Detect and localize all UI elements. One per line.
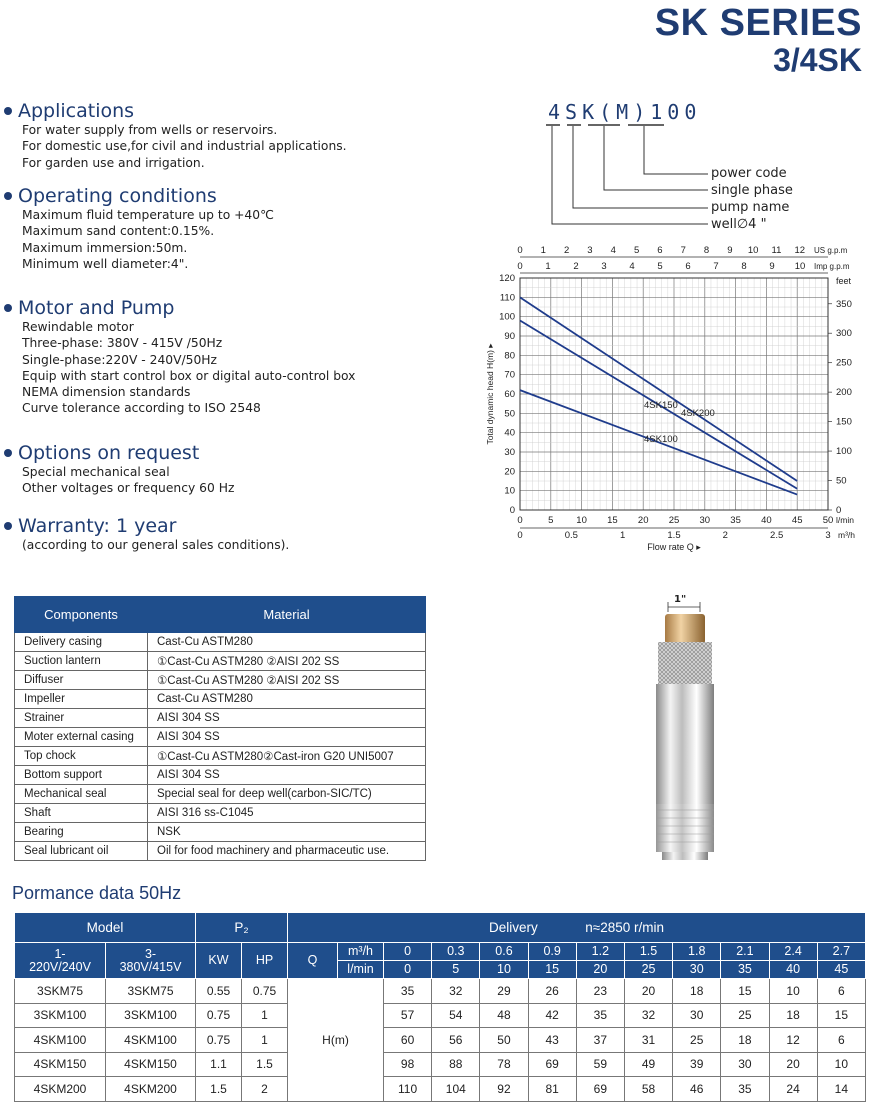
feet-unit-label: feet — [836, 276, 852, 286]
head-value: 88 — [432, 1052, 480, 1077]
operating-line: Minimum well diameter:4". — [22, 256, 189, 271]
component-row — [15, 785, 426, 804]
impgpm-tick-label: 6 — [685, 261, 691, 272]
impgpm-tick-label: 1 — [545, 261, 551, 272]
head-value: 32 — [624, 1003, 672, 1028]
head-value: 32 — [432, 979, 480, 1004]
feet-tick-label: 50 — [836, 475, 847, 487]
series-title: SK SERIES — [654, 2, 862, 44]
head-value: 69 — [528, 1052, 576, 1077]
y-tick-label: 10 — [504, 485, 515, 497]
q-lmin-value: 20 — [576, 961, 624, 979]
impgpm-tick-label: 7 — [713, 261, 719, 272]
component-name: Bearing — [15, 823, 148, 842]
impgpm-tick-label: 8 — [741, 261, 747, 272]
component-material: ①Cast-Cu ASTM280 ②AISI 202 SS — [148, 652, 426, 671]
code-label-well: well∅4 " — [711, 217, 767, 232]
y-tick-label: 110 — [499, 292, 515, 304]
component-material: AISI 304 SS — [148, 728, 426, 747]
usgpm-tick-label: 7 — [680, 245, 686, 256]
performance-row — [15, 1028, 866, 1053]
head-value: 6 — [817, 979, 865, 1004]
component-row — [15, 728, 426, 747]
usgpm-unit-label: US g.p.m — [814, 246, 848, 255]
head-value: 35 — [576, 1003, 624, 1028]
q-m3h-value: 1.8 — [673, 943, 721, 961]
power-hp: 2 — [242, 1077, 288, 1102]
head-value: 30 — [721, 1052, 769, 1077]
component-name: Suction lantern — [15, 652, 148, 671]
y-tick-label: 40 — [504, 427, 515, 439]
material-header: Material — [148, 597, 426, 633]
model-three-phase: 3SKM75 — [106, 979, 196, 1004]
impgpm-tick-label: 2 — [573, 261, 579, 272]
component-material: Special seal for deep well(carbon-SIC/TC) — [148, 785, 426, 804]
power-kw: 0.75 — [196, 1003, 242, 1028]
head-value: 25 — [721, 1003, 769, 1028]
bullet-icon — [4, 192, 12, 200]
usgpm-tick-label: 5 — [633, 245, 640, 256]
m3h-tick-label: 2.5 — [770, 530, 784, 541]
y-tick-label: 90 — [504, 331, 515, 342]
y-tick-label: 20 — [504, 466, 515, 478]
series-line-4sk200 — [520, 297, 797, 481]
applications-line: For water supply from wells or reservoirs. — [22, 123, 278, 137]
head-value: 10 — [769, 979, 817, 1004]
head-value: 10 — [817, 1052, 865, 1077]
head-value: 37 — [576, 1028, 624, 1053]
y-tick-label: 30 — [504, 447, 515, 458]
q-m3h-value: 2.7 — [817, 943, 865, 961]
component-row — [15, 652, 426, 671]
head-value: 20 — [624, 979, 672, 1004]
x-tick-label: 25 — [668, 515, 680, 526]
code-label-phase: single phase — [711, 183, 793, 198]
power-kw: 0.75 — [196, 1028, 242, 1053]
component-row — [15, 690, 426, 709]
q-m3h-value: 0.6 — [480, 943, 528, 961]
warranty-heading: Warranty: 1 year — [18, 515, 177, 537]
pump-drawing — [640, 590, 730, 870]
motor-section — [4, 297, 355, 417]
model-single-phase: 4SKM200 — [15, 1077, 106, 1102]
performance-title: Pormance data 50Hz — [12, 883, 182, 903]
q-m3h-value: 0 — [384, 943, 432, 961]
q-header: Q — [288, 943, 338, 979]
model-code: 4SK(M)100 — [548, 100, 702, 124]
impgpm-tick-label: 0 — [517, 261, 523, 272]
head-value: 18 — [721, 1028, 769, 1053]
warranty-section — [4, 515, 289, 553]
m3h-tick-label: 0 — [517, 530, 523, 541]
head-value: 26 — [528, 979, 576, 1004]
feet-tick-label: 100 — [836, 446, 852, 458]
q-lmin-value: 40 — [769, 961, 817, 979]
component-row — [15, 747, 426, 766]
component-material: Cast-Cu ASTM280 — [148, 633, 426, 652]
head-value: 49 — [624, 1052, 672, 1077]
component-material: AISI 316 ss-C1045 — [148, 804, 426, 823]
power-kw: 0.55 — [196, 979, 242, 1004]
head-value: 18 — [673, 979, 721, 1004]
model-single-phase: 4SKM100 — [15, 1028, 106, 1053]
head-value: 54 — [432, 1003, 480, 1028]
component-material: Oil for food machinery and pharmaceutic use. — [148, 842, 426, 861]
series-label: 4SK100 — [644, 434, 678, 446]
usgpm-tick-label: 1 — [540, 245, 546, 256]
usgpm-tick-label: 8 — [703, 245, 710, 256]
head-value: 29 — [480, 979, 528, 1004]
model-code-connectors — [540, 124, 720, 234]
x-tick-label: 50 — [822, 515, 834, 526]
head-value: 31 — [624, 1028, 672, 1053]
head-value: 57 — [384, 1003, 432, 1028]
component-name: Top chock — [15, 747, 148, 766]
model-three-phase: 3SKM100 — [106, 1003, 196, 1028]
q-m3h-value: 0.3 — [432, 943, 480, 961]
hp-header: HP — [242, 943, 288, 979]
performance-table — [14, 912, 866, 1102]
motor-line: Equip with start control box or digital auto-control box — [22, 368, 356, 383]
head-value: 25 — [673, 1028, 721, 1053]
m3h-unit-label: m³/h — [838, 530, 855, 540]
power-hp: 1 — [242, 1028, 288, 1053]
impgpm-tick-label: 4 — [629, 261, 635, 272]
m3h-tick-label: 3 — [825, 530, 831, 541]
impgpm-tick-label: 10 — [794, 261, 806, 272]
component-name: Delivery casing — [15, 633, 148, 652]
speed-label: n≈2850 r/min — [585, 920, 664, 935]
head-value: 42 — [528, 1003, 576, 1028]
x-tick-label: 45 — [791, 515, 803, 526]
options-heading: Options on request — [18, 442, 200, 464]
x-tick-label: 15 — [607, 515, 618, 526]
power-hp: 1.5 — [242, 1052, 288, 1077]
y-tick-label: 100 — [499, 311, 515, 323]
motor-line: Curve tolerance according to ISO 2548 — [22, 401, 261, 416]
performance-row — [15, 1052, 866, 1077]
three-phase-header: 3- 380V/415V — [106, 943, 196, 979]
component-material: ①Cast-Cu ASTM280②Cast-iron G20 UNI5007 — [148, 747, 426, 766]
p2-header: P₂ — [196, 913, 288, 943]
impgpm-unit-label: Imp g.p.m — [814, 262, 850, 271]
components-header: Components — [15, 597, 148, 633]
head-value: 39 — [673, 1052, 721, 1077]
component-name: Seal lubricant oil — [15, 842, 148, 861]
m3h-unit: m³/h — [338, 943, 384, 961]
motor-line: Rewindable motor — [22, 320, 134, 334]
model-single-phase: 3SKM100 — [15, 1003, 106, 1028]
head-value: 20 — [769, 1052, 817, 1077]
head-value: 98 — [384, 1052, 432, 1077]
q-m3h-value: 1.5 — [624, 943, 672, 961]
q-lmin-value: 0 — [384, 961, 432, 979]
bullet-icon — [4, 449, 12, 457]
head-value: 14 — [817, 1077, 865, 1102]
options-line: Special mechanical seal — [22, 465, 170, 479]
x-tick-label: 10 — [576, 515, 587, 526]
q-lmin-value: 10 — [480, 961, 528, 979]
y-tick-label: 50 — [504, 408, 515, 420]
m3h-tick-label: 2 — [722, 530, 728, 541]
q-lmin-value: 5 — [432, 961, 480, 979]
model-three-phase: 4SKM100 — [106, 1028, 196, 1053]
usgpm-tick-label: 11 — [771, 245, 782, 256]
head-value: 6 — [817, 1028, 865, 1053]
power-kw: 1.1 — [196, 1052, 242, 1077]
power-hp: 0.75 — [242, 979, 288, 1004]
q-m3h-value: 0.9 — [528, 943, 576, 961]
component-name: Shaft — [15, 804, 148, 823]
component-material: AISI 304 SS — [148, 709, 426, 728]
head-value: 24 — [769, 1077, 817, 1102]
component-material: ①Cast-Cu ASTM280 ②AISI 202 SS — [148, 671, 426, 690]
feet-tick-label: 300 — [836, 328, 852, 340]
component-name: Bottom support — [15, 766, 148, 785]
bullet-icon — [4, 107, 12, 115]
q-lmin-value: 45 — [817, 961, 865, 979]
head-value: 110 — [384, 1077, 432, 1102]
head-value: 48 — [480, 1003, 528, 1028]
options-section — [4, 442, 234, 497]
head-value: 56 — [432, 1028, 480, 1053]
applications-line: For garden use and irrigation. — [22, 155, 205, 170]
feet-tick-label: 350 — [836, 298, 852, 310]
component-material: Cast-Cu ASTM280 — [148, 690, 426, 709]
single-phase-header: 1- 220V/240V — [15, 943, 106, 979]
q-lmin-value: 30 — [673, 961, 721, 979]
delivery-label: Delivery — [489, 920, 538, 935]
x-tick-label: 20 — [637, 515, 649, 526]
component-row — [15, 709, 426, 728]
head-value: 78 — [480, 1052, 528, 1077]
usgpm-tick-label: 9 — [727, 245, 733, 256]
component-name: Strainer — [15, 709, 148, 728]
y-axis-title: Total dynamic head H(m) ▸ — [485, 343, 495, 445]
component-row — [15, 671, 426, 690]
motor-line: Single-phase:220V - 240V/50Hz — [22, 352, 218, 367]
components-table — [14, 596, 426, 861]
performance-row — [15, 979, 866, 1004]
applications-line: For domestic use,for civil and industrial applications. — [22, 139, 347, 154]
q-lmin-value: 35 — [721, 961, 769, 979]
y-tick-label: 60 — [504, 389, 515, 400]
head-value: 18 — [769, 1003, 817, 1028]
motor-line: Three-phase: 380V - 415V /50Hz — [22, 336, 223, 351]
component-name: Impeller — [15, 690, 148, 709]
operating-line: Maximum fluid temperature up to +40℃ — [22, 208, 274, 222]
code-label-name: pump name — [711, 200, 790, 215]
power-hp: 1 — [242, 1003, 288, 1028]
bullet-icon — [4, 304, 12, 312]
y-tick-label: 0 — [509, 505, 515, 516]
feet-tick-label: 250 — [836, 357, 852, 369]
usgpm-tick-label: 6 — [657, 245, 663, 256]
model-header: Model — [15, 913, 196, 943]
pump-image — [640, 590, 730, 870]
performance-curve-chart — [480, 240, 865, 558]
usgpm-tick-label: 3 — [587, 245, 593, 256]
applications-section — [4, 100, 347, 171]
model-three-phase: 4SKM150 — [106, 1052, 196, 1077]
head-value: 58 — [624, 1077, 672, 1102]
x-tick-label: 30 — [699, 515, 711, 526]
operating-heading: Operating conditions — [18, 185, 217, 207]
feet-tick-label: 200 — [836, 387, 852, 399]
head-value: 60 — [384, 1028, 432, 1053]
bullet-icon — [4, 522, 12, 530]
head-value: 35 — [384, 979, 432, 1004]
usgpm-tick-label: 0 — [517, 245, 523, 256]
series-label: 4SK150 — [644, 399, 678, 411]
x-tick-label: 40 — [761, 515, 772, 526]
operating-section — [4, 185, 274, 272]
impgpm-tick-label: 5 — [657, 261, 663, 272]
head-value: 35 — [721, 1077, 769, 1102]
q-lmin-value: 15 — [528, 961, 576, 979]
component-name: Diffuser — [15, 671, 148, 690]
head-value: 104 — [432, 1077, 480, 1102]
kw-header: KW — [196, 943, 242, 979]
options-line: Other voltages or frequency 60 Hz — [22, 481, 235, 496]
usgpm-tick-label: 2 — [563, 245, 570, 256]
head-value: 12 — [769, 1028, 817, 1053]
motor-heading: Motor and Pump — [18, 297, 175, 319]
y-tick-label: 80 — [504, 350, 515, 362]
component-material: NSK — [148, 823, 426, 842]
feet-tick-label: 150 — [836, 416, 852, 428]
dimension-label: 1" — [674, 594, 687, 605]
head-value: 92 — [480, 1077, 528, 1102]
operating-line: Maximum sand content:0.15%. — [22, 224, 215, 239]
y-tick-label: 70 — [504, 369, 515, 381]
x-tick-label: 5 — [548, 515, 554, 526]
component-row — [15, 823, 426, 842]
h-label: H(m) — [288, 979, 384, 1102]
y-tick-label: 120 — [499, 273, 515, 284]
head-value: 46 — [673, 1077, 721, 1102]
component-row — [15, 766, 426, 785]
x-tick-label: 0 — [517, 515, 523, 526]
feet-tick-label: 0 — [836, 505, 842, 516]
head-value: 30 — [673, 1003, 721, 1028]
q-m3h-value: 2.4 — [769, 943, 817, 961]
m3h-tick-label: 1 — [620, 530, 626, 541]
head-value: 59 — [576, 1052, 624, 1077]
usgpm-tick-label: 10 — [747, 245, 759, 256]
impgpm-tick-label: 9 — [769, 261, 775, 272]
x-unit-label: l/min — [836, 515, 854, 525]
impgpm-tick-label: 3 — [601, 261, 607, 272]
performance-row — [15, 1003, 866, 1028]
series-label: 4SK200 — [680, 407, 715, 419]
q-m3h-value: 1.2 — [576, 943, 624, 961]
head-value: 15 — [817, 1003, 865, 1028]
component-row — [15, 633, 426, 652]
head-value: 43 — [528, 1028, 576, 1053]
model-single-phase: 4SKM150 — [15, 1052, 106, 1077]
component-material: AISI 304 SS — [148, 766, 426, 785]
operating-line: Maximum immersion:50m. — [22, 240, 188, 255]
x-axis-title: Flow rate Q ▸ — [647, 542, 701, 552]
model-three-phase: 4SKM200 — [106, 1077, 196, 1102]
lmin-unit: l/min — [338, 961, 384, 979]
head-value: 81 — [528, 1077, 576, 1102]
m3h-tick-label: 0.5 — [564, 530, 578, 541]
motor-line: NEMA dimension standards — [22, 385, 191, 400]
head-value: 50 — [480, 1028, 528, 1053]
applications-heading: Applications — [18, 100, 135, 122]
warranty-line: (according to our general sales conditions). — [22, 538, 290, 552]
m3h-tick-label: 1.5 — [667, 530, 681, 541]
x-tick-label: 35 — [730, 515, 741, 526]
delivery-header — [288, 913, 866, 943]
model-single-phase: 3SKM75 — [15, 979, 106, 1004]
component-row — [15, 842, 426, 861]
usgpm-tick-label: 4 — [610, 245, 616, 256]
performance-row — [15, 1077, 866, 1102]
component-name: Moter external casing — [15, 728, 148, 747]
component-name: Mechanical seal — [15, 785, 148, 804]
code-label-power: power code — [711, 166, 787, 181]
head-value: 23 — [576, 979, 624, 1004]
head-value: 15 — [721, 979, 769, 1004]
usgpm-tick-label: 12 — [794, 245, 806, 256]
component-row — [15, 804, 426, 823]
series-subtitle: 3/4SK — [773, 42, 862, 78]
q-m3h-value: 2.1 — [721, 943, 769, 961]
q-lmin-value: 25 — [624, 961, 672, 979]
head-value: 69 — [576, 1077, 624, 1102]
power-kw: 1.5 — [196, 1077, 242, 1102]
